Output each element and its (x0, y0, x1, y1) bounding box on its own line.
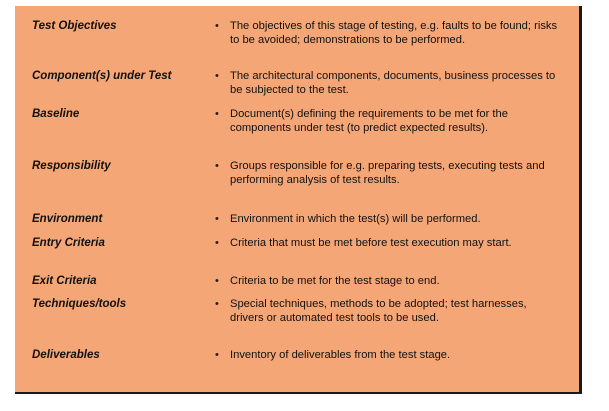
row-description: Document(s) defining the requirements to be met for the components under test (to predict expected results). (230, 108, 508, 134)
row-description: The objectives of this stage of testing, e.g. faults to be found; risks to be avoided; demonstrations to be performed. (230, 20, 558, 46)
bullet-icon: • (215, 20, 219, 32)
bullet-icon: • (215, 275, 219, 287)
test-stage-definition-panel (15, 6, 582, 394)
row-description: Inventory of deliverables from the test stage. (230, 349, 451, 361)
bullet-icon: • (215, 160, 219, 172)
row-label: Entry Criteria (32, 237, 105, 249)
row-description: Special techniques, methods to be adopted; test harnesses, drivers or automated test tools to be used. (230, 298, 527, 324)
row-label: Baseline (32, 108, 80, 120)
bullet-icon: • (215, 237, 219, 249)
bullet-icon: • (215, 298, 219, 310)
bullet-icon: • (215, 108, 219, 120)
row-label: Component(s) under Test (32, 70, 172, 82)
row-label: Responsibility (32, 160, 111, 172)
row-label: Environment (32, 213, 103, 225)
row-label: Exit Criteria (32, 275, 97, 287)
row-label: Techniques/tools (32, 298, 127, 310)
row-description: Groups responsible for e.g. preparing tests, executing tests and performing analysis of test results. (230, 160, 545, 186)
bullet-icon: • (215, 213, 219, 225)
bullet-icon: • (215, 70, 219, 82)
row-description: The architectural components, documents, business processes to be subjected to the test. (230, 70, 556, 96)
row-description: Environment in which the test(s) will be performed. (230, 213, 481, 225)
row-label: Deliverables (32, 349, 100, 361)
row-description: Criteria to be met for the test stage to end. (230, 275, 440, 287)
row-description: Criteria that must be met before test execution may start. (230, 237, 512, 249)
bullet-icon: • (215, 349, 219, 361)
row-label: Test Objectives (32, 20, 117, 32)
